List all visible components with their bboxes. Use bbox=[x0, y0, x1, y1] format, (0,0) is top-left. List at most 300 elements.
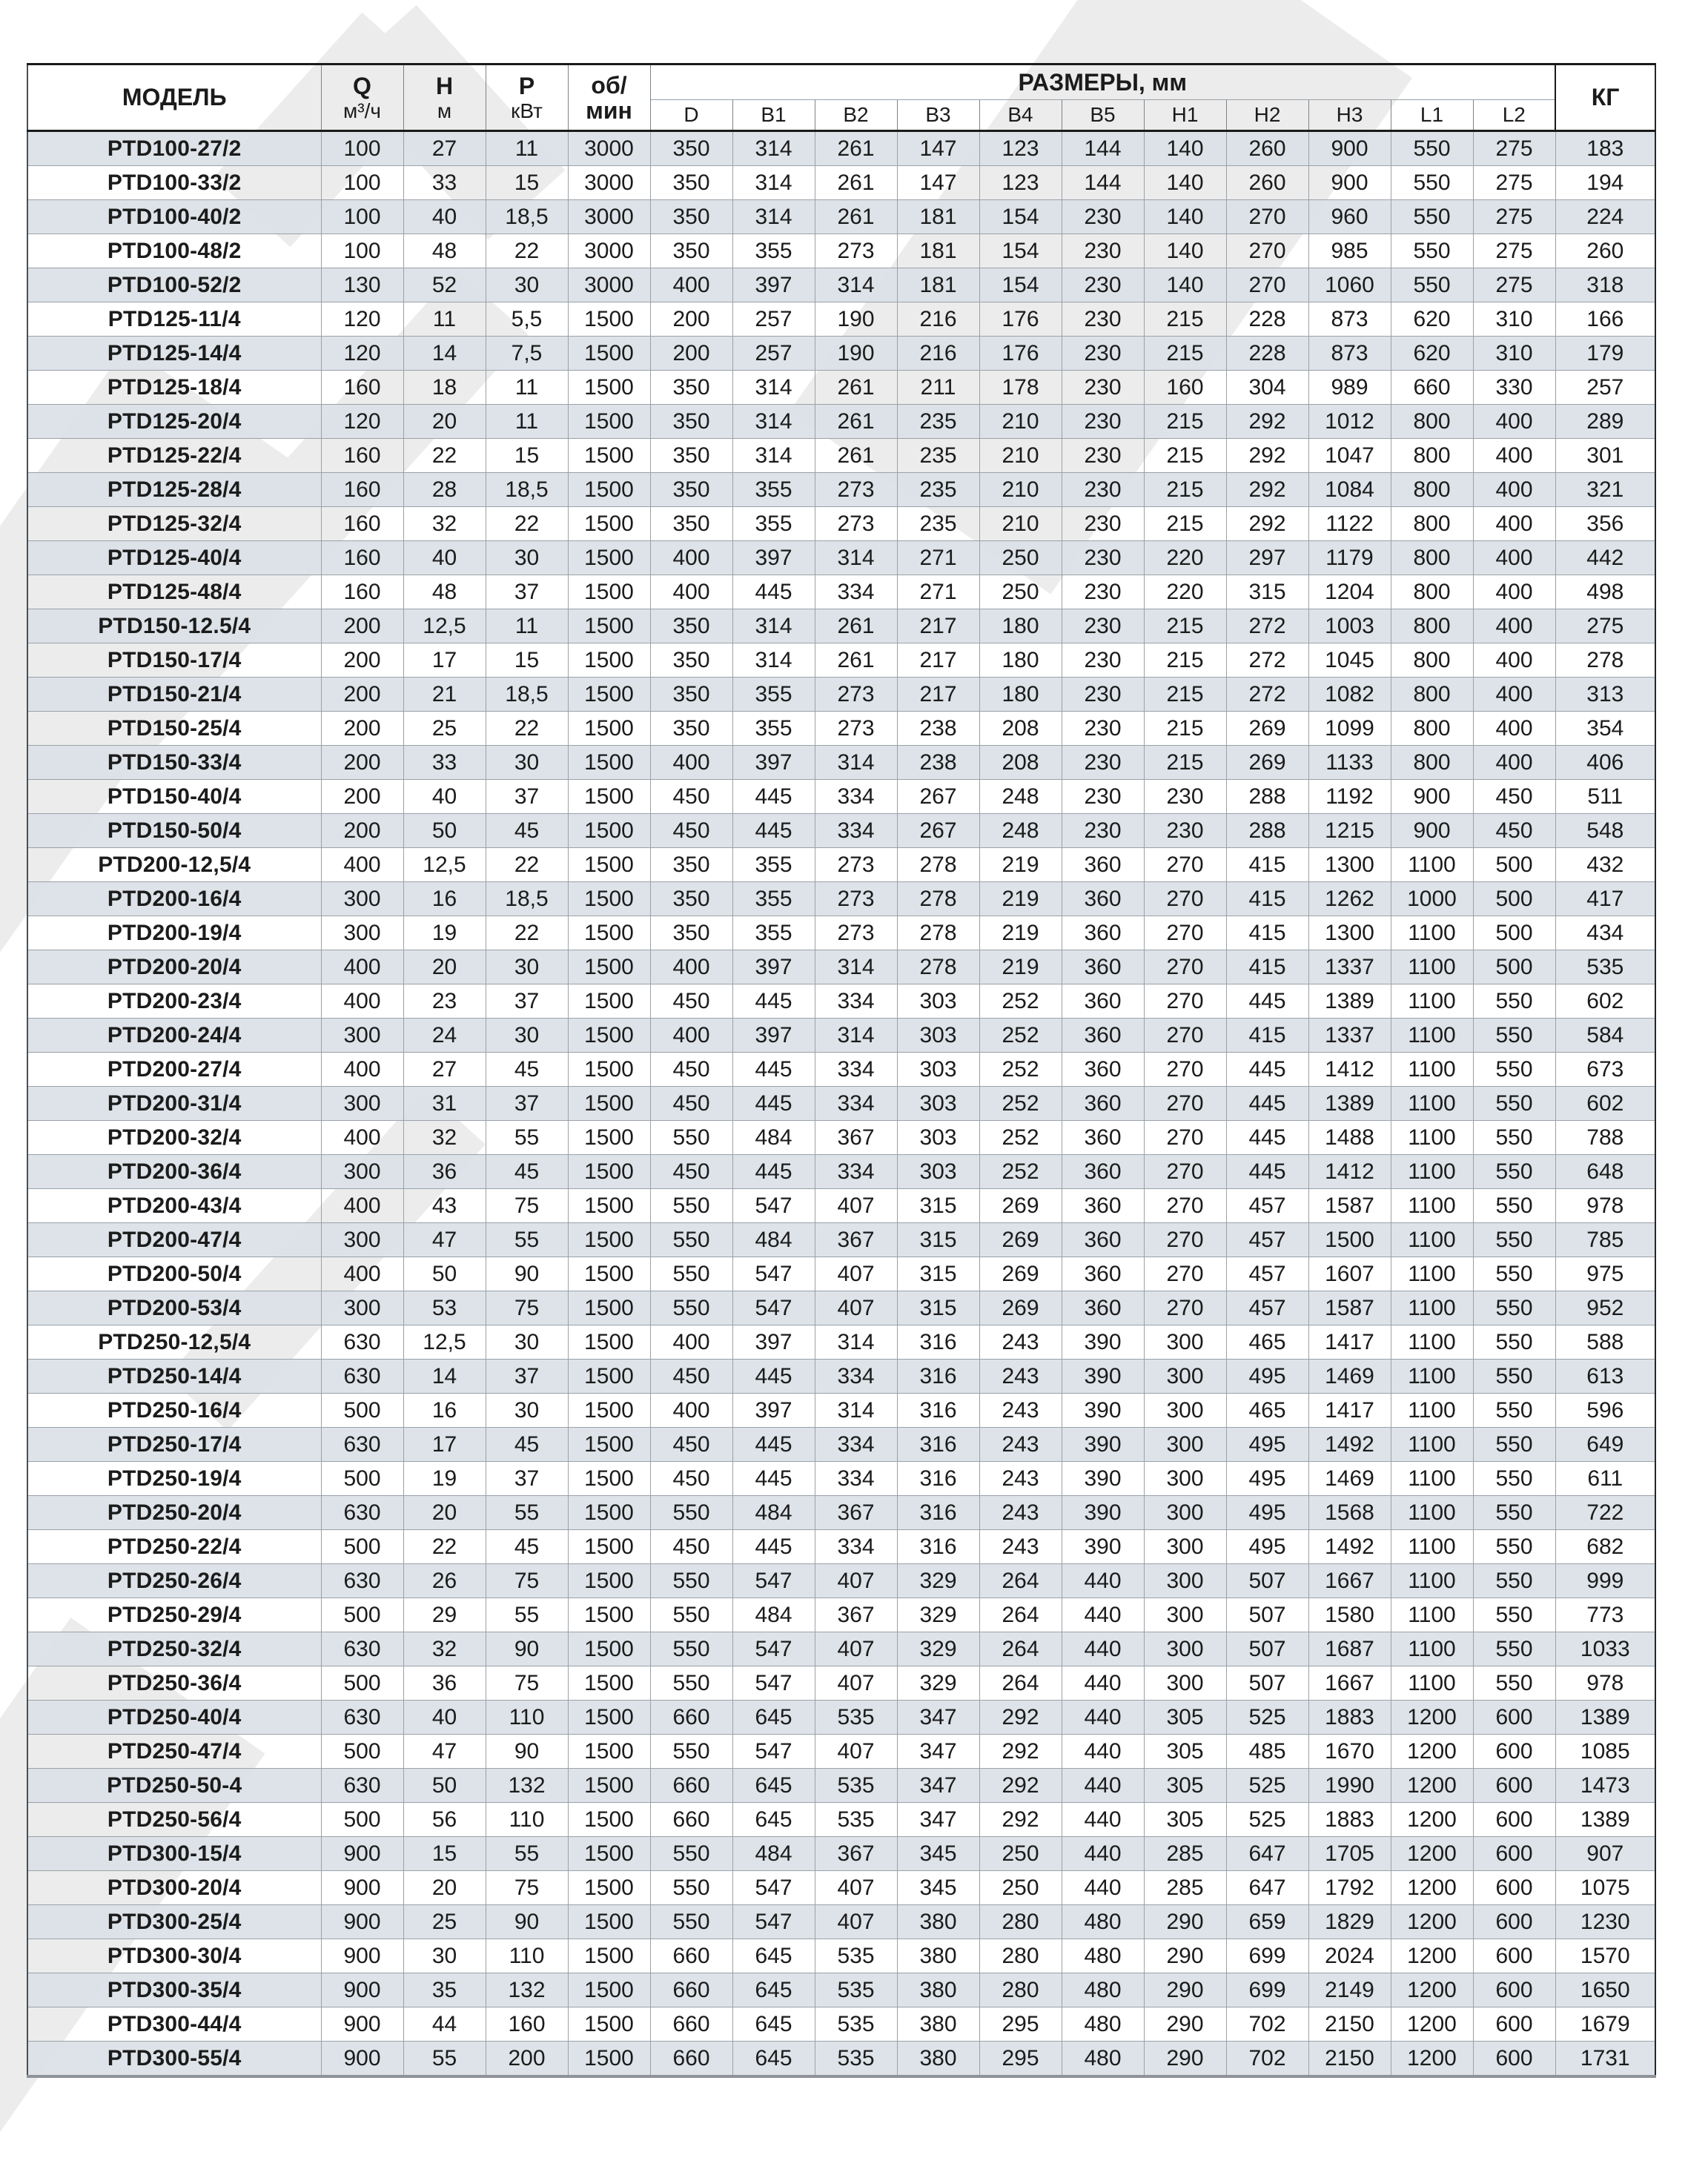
table-cell: 300 bbox=[321, 882, 403, 916]
model-cell: PTD150-17/4 bbox=[27, 643, 321, 678]
table-row bbox=[27, 1428, 1655, 1462]
table-cell: 407 bbox=[815, 1189, 897, 1223]
table-cell: 1133 bbox=[1308, 746, 1391, 780]
table-cell: 1122 bbox=[1308, 507, 1391, 541]
table-cell: 48 bbox=[403, 234, 486, 268]
table-cell: 600 bbox=[1473, 1939, 1555, 1973]
table-cell: 147 bbox=[897, 131, 979, 166]
table-cell: 450 bbox=[650, 1360, 732, 1394]
table-cell: 261 bbox=[815, 643, 897, 678]
table-cell: 900 bbox=[1308, 131, 1391, 166]
table-cell: 507 bbox=[1226, 1632, 1308, 1666]
model-cell: PTD125-22/4 bbox=[27, 439, 321, 473]
table-cell: 390 bbox=[1062, 1496, 1144, 1530]
table-cell: 400 bbox=[321, 1257, 403, 1291]
table-cell: 300 bbox=[1144, 1325, 1226, 1360]
table-cell: 230 bbox=[1062, 609, 1144, 643]
table-cell: 154 bbox=[979, 268, 1062, 302]
model-cell: PTD250-16/4 bbox=[27, 1394, 321, 1428]
table-cell: 900 bbox=[321, 1905, 403, 1939]
table-cell: 11 bbox=[486, 131, 568, 166]
table-row bbox=[27, 1223, 1655, 1257]
table-cell: 600 bbox=[1473, 1803, 1555, 1837]
table-cell: 329 bbox=[897, 1564, 979, 1598]
table-cell: 1389 bbox=[1555, 1701, 1655, 1735]
table-cell: 550 bbox=[1473, 1325, 1555, 1360]
table-cell: 407 bbox=[815, 1632, 897, 1666]
table-cell: 154 bbox=[979, 200, 1062, 234]
table-cell: 90 bbox=[486, 1735, 568, 1769]
table-cell: 500 bbox=[321, 1735, 403, 1769]
table-cell: 40 bbox=[403, 1701, 486, 1735]
table-cell: 314 bbox=[732, 371, 815, 405]
table-row bbox=[27, 473, 1655, 507]
table-cell: 547 bbox=[732, 1735, 815, 1769]
table-cell: 220 bbox=[1144, 575, 1226, 609]
table-cell: 611 bbox=[1555, 1462, 1655, 1496]
table-cell: 179 bbox=[1555, 337, 1655, 371]
table-cell: 440 bbox=[1062, 1837, 1144, 1871]
table-cell: 110 bbox=[486, 1939, 568, 1973]
table-cell: 550 bbox=[650, 1632, 732, 1666]
table-cell: 1100 bbox=[1391, 1053, 1473, 1087]
table-cell: 304 bbox=[1226, 371, 1308, 405]
table-cell: 350 bbox=[650, 234, 732, 268]
table-cell: 630 bbox=[321, 1360, 403, 1394]
model-cell: PTD100-40/2 bbox=[27, 200, 321, 234]
table-cell: 397 bbox=[732, 268, 815, 302]
table-cell: 355 bbox=[732, 507, 815, 541]
table-cell: 550 bbox=[1473, 1053, 1555, 1087]
table-cell: 550 bbox=[650, 1564, 732, 1598]
p-symbol: Р bbox=[518, 72, 535, 99]
table-cell: 1607 bbox=[1308, 1257, 1391, 1291]
table-cell: 100 bbox=[321, 166, 403, 200]
table-cell: 132 bbox=[486, 1769, 568, 1803]
table-cell: 261 bbox=[815, 439, 897, 473]
table-cell: 215 bbox=[1144, 473, 1226, 507]
table-cell: 215 bbox=[1144, 643, 1226, 678]
table-cell: 48 bbox=[403, 575, 486, 609]
table-cell: 252 bbox=[979, 1155, 1062, 1189]
table-cell: 800 bbox=[1391, 439, 1473, 473]
table-cell: 645 bbox=[732, 1973, 815, 2007]
model-cell: PTD100-27/2 bbox=[27, 131, 321, 166]
table-cell: 292 bbox=[1226, 507, 1308, 541]
table-cell: 1100 bbox=[1391, 984, 1473, 1019]
table-cell: 270 bbox=[1144, 1257, 1226, 1291]
table-cell: 360 bbox=[1062, 1223, 1144, 1257]
table-cell: 27 bbox=[403, 131, 486, 166]
table-cell: 176 bbox=[979, 302, 1062, 337]
table-cell: 350 bbox=[650, 678, 732, 712]
table-cell: 1500 bbox=[568, 1735, 650, 1769]
model-cell: PTD100-52/2 bbox=[27, 268, 321, 302]
table-cell: 160 bbox=[321, 541, 403, 575]
table-cell: 1500 bbox=[568, 1360, 650, 1394]
table-cell: 596 bbox=[1555, 1394, 1655, 1428]
table-cell: 1389 bbox=[1308, 984, 1391, 1019]
table-cell: 17 bbox=[403, 643, 486, 678]
table-cell: 1215 bbox=[1308, 814, 1391, 848]
table-cell: 1492 bbox=[1308, 1530, 1391, 1564]
table-cell: 1829 bbox=[1308, 1905, 1391, 1939]
table-cell: 900 bbox=[321, 1871, 403, 1905]
table-cell: 270 bbox=[1144, 1087, 1226, 1121]
table-cell: 1417 bbox=[1308, 1325, 1391, 1360]
table-cell: 550 bbox=[1473, 1155, 1555, 1189]
table-cell: 211 bbox=[897, 371, 979, 405]
table-cell: 442 bbox=[1555, 541, 1655, 575]
table-cell: 215 bbox=[1144, 746, 1226, 780]
table-cell: 1705 bbox=[1308, 1837, 1391, 1871]
table-cell: 272 bbox=[1226, 643, 1308, 678]
table-cell: 314 bbox=[815, 268, 897, 302]
table-cell: 550 bbox=[650, 1871, 732, 1905]
table-cell: 31 bbox=[403, 1087, 486, 1121]
table-cell: 334 bbox=[815, 1155, 897, 1189]
table-cell: 355 bbox=[732, 473, 815, 507]
table-cell: 15 bbox=[486, 439, 568, 473]
model-cell: PTD125-48/4 bbox=[27, 575, 321, 609]
table-row bbox=[27, 1530, 1655, 1564]
table-cell: 355 bbox=[732, 848, 815, 882]
col-header-b5: B5 bbox=[1062, 100, 1144, 131]
table-cell: 15 bbox=[403, 1837, 486, 1871]
table-cell: 495 bbox=[1226, 1462, 1308, 1496]
table-cell: 230 bbox=[1062, 507, 1144, 541]
table-cell: 290 bbox=[1144, 1905, 1226, 1939]
table-cell: 1500 bbox=[568, 1325, 650, 1360]
table-cell: 45 bbox=[486, 1155, 568, 1189]
table-cell: 144 bbox=[1062, 166, 1144, 200]
table-cell: 17 bbox=[403, 1428, 486, 1462]
table-row bbox=[27, 1121, 1655, 1155]
table-cell: 400 bbox=[650, 268, 732, 302]
table-cell: 978 bbox=[1555, 1189, 1655, 1223]
table-cell: 1200 bbox=[1391, 1769, 1473, 1803]
col-header-l2: L2 bbox=[1473, 100, 1555, 131]
model-cell: PTD150-40/4 bbox=[27, 780, 321, 814]
table-cell: 123 bbox=[979, 166, 1062, 200]
table-cell: 290 bbox=[1144, 1939, 1226, 1973]
table-cell: 300 bbox=[321, 1019, 403, 1053]
table-cell: 450 bbox=[650, 1530, 732, 1564]
table-cell: 350 bbox=[650, 848, 732, 882]
table-cell: 1500 bbox=[568, 507, 650, 541]
table-cell: 1412 bbox=[1308, 1155, 1391, 1189]
table-cell: 314 bbox=[732, 200, 815, 234]
table-cell: 30 bbox=[486, 1325, 568, 1360]
model-cell: PTD300-55/4 bbox=[27, 2042, 321, 2077]
table-cell: 1500 bbox=[568, 1530, 650, 1564]
table-cell: 1679 bbox=[1555, 2007, 1655, 2042]
table-cell: 270 bbox=[1144, 1019, 1226, 1053]
table-cell: 450 bbox=[650, 814, 732, 848]
table-cell: 224 bbox=[1555, 200, 1655, 234]
table-cell: 238 bbox=[897, 746, 979, 780]
table-cell: 273 bbox=[815, 848, 897, 882]
table-cell: 588 bbox=[1555, 1325, 1655, 1360]
table-cell: 1492 bbox=[1308, 1428, 1391, 1462]
table-row bbox=[27, 1666, 1655, 1701]
table-cell: 450 bbox=[1473, 814, 1555, 848]
table-cell: 355 bbox=[732, 678, 815, 712]
table-cell: 1500 bbox=[568, 1973, 650, 2007]
table-cell: 2024 bbox=[1308, 1939, 1391, 1973]
table-cell: 269 bbox=[979, 1291, 1062, 1325]
table-cell: 1670 bbox=[1308, 1735, 1391, 1769]
table-cell: 360 bbox=[1062, 984, 1144, 1019]
table-row bbox=[27, 1019, 1655, 1053]
table-cell: 275 bbox=[1555, 609, 1655, 643]
table-cell: 457 bbox=[1226, 1223, 1308, 1257]
table-cell: 620 bbox=[1391, 302, 1473, 337]
table-cell: 407 bbox=[815, 1291, 897, 1325]
table-cell: 1100 bbox=[1391, 1632, 1473, 1666]
table-cell: 400 bbox=[650, 1019, 732, 1053]
table-cell: 1204 bbox=[1308, 575, 1391, 609]
table-cell: 445 bbox=[1226, 1053, 1308, 1087]
table-cell: 1100 bbox=[1391, 1598, 1473, 1632]
table-cell: 600 bbox=[1473, 2042, 1555, 2077]
table-cell: 525 bbox=[1226, 1769, 1308, 1803]
q-symbol: Q bbox=[353, 72, 371, 99]
table-cell: 900 bbox=[1391, 780, 1473, 814]
table-cell: 500 bbox=[1473, 882, 1555, 916]
table-cell: 334 bbox=[815, 575, 897, 609]
table-row bbox=[27, 575, 1655, 609]
table-cell: 1084 bbox=[1308, 473, 1391, 507]
table-cell: 367 bbox=[815, 1121, 897, 1155]
table-cell: 269 bbox=[979, 1257, 1062, 1291]
table-cell: 273 bbox=[815, 712, 897, 746]
table-cell: 440 bbox=[1062, 1666, 1144, 1701]
model-cell: PTD250-50-4 bbox=[27, 1769, 321, 1803]
table-header bbox=[27, 64, 1655, 131]
table-row bbox=[27, 1598, 1655, 1632]
table-cell: 630 bbox=[321, 1325, 403, 1360]
model-cell: PTD200-53/4 bbox=[27, 1291, 321, 1325]
table-cell: 547 bbox=[732, 1189, 815, 1223]
table-cell: 7,5 bbox=[486, 337, 568, 371]
col-header-b2: B2 bbox=[815, 100, 897, 131]
model-cell: PTD200-23/4 bbox=[27, 984, 321, 1019]
table-cell: 22 bbox=[486, 712, 568, 746]
table-cell: 288 bbox=[1226, 814, 1308, 848]
table-cell: 550 bbox=[1473, 1564, 1555, 1598]
table-cell: 334 bbox=[815, 1053, 897, 1087]
table-cell: 550 bbox=[650, 1496, 732, 1530]
table-cell: 230 bbox=[1062, 712, 1144, 746]
table-cell: 484 bbox=[732, 1223, 815, 1257]
table-cell: 445 bbox=[1226, 1155, 1308, 1189]
table-cell: 360 bbox=[1062, 950, 1144, 984]
table-row bbox=[27, 882, 1655, 916]
table-cell: 350 bbox=[650, 609, 732, 643]
table-cell: 360 bbox=[1062, 1257, 1144, 1291]
table-cell: 190 bbox=[815, 302, 897, 337]
table-cell: 243 bbox=[979, 1496, 1062, 1530]
table-cell: 11 bbox=[486, 609, 568, 643]
table-cell: 1200 bbox=[1391, 1905, 1473, 1939]
table-cell: 1012 bbox=[1308, 405, 1391, 439]
table-cell: 1100 bbox=[1391, 1394, 1473, 1428]
table-cell: 230 bbox=[1062, 337, 1144, 371]
table-cell: 550 bbox=[650, 1189, 732, 1223]
table-cell: 550 bbox=[1473, 1257, 1555, 1291]
table-cell: 230 bbox=[1062, 473, 1144, 507]
table-cell: 33 bbox=[403, 166, 486, 200]
table-cell: 1100 bbox=[1391, 1223, 1473, 1257]
table-cell: 260 bbox=[1555, 234, 1655, 268]
table-cell: 550 bbox=[1473, 1360, 1555, 1394]
table-cell: 100 bbox=[321, 234, 403, 268]
model-cell: PTD125-11/4 bbox=[27, 302, 321, 337]
table-cell: 269 bbox=[1226, 712, 1308, 746]
table-cell: 1085 bbox=[1555, 1735, 1655, 1769]
table-cell: 722 bbox=[1555, 1496, 1655, 1530]
table-cell: 329 bbox=[897, 1666, 979, 1701]
table-cell: 1003 bbox=[1308, 609, 1391, 643]
table-cell: 800 bbox=[1391, 507, 1473, 541]
table-cell: 445 bbox=[732, 1155, 815, 1189]
table-cell: 1500 bbox=[568, 302, 650, 337]
table-cell: 310 bbox=[1473, 337, 1555, 371]
table-cell: 275 bbox=[1473, 200, 1555, 234]
table-cell: 550 bbox=[1473, 1496, 1555, 1530]
table-row bbox=[27, 1155, 1655, 1189]
table-cell: 367 bbox=[815, 1598, 897, 1632]
table-cell: 1099 bbox=[1308, 712, 1391, 746]
table-cell: 390 bbox=[1062, 1394, 1144, 1428]
table-row bbox=[27, 200, 1655, 234]
table-cell: 252 bbox=[979, 1121, 1062, 1155]
table-cell: 272 bbox=[1226, 609, 1308, 643]
table-cell: 550 bbox=[1391, 200, 1473, 234]
table-cell: 290 bbox=[1144, 2042, 1226, 2077]
table-row bbox=[27, 1325, 1655, 1360]
table-cell: 1500 bbox=[568, 1871, 650, 1905]
model-cell: PTD200-47/4 bbox=[27, 1223, 321, 1257]
table-cell: 500 bbox=[321, 1598, 403, 1632]
table-cell: 44 bbox=[403, 2007, 486, 2042]
table-cell: 16 bbox=[403, 1394, 486, 1428]
model-cell: PTD250-29/4 bbox=[27, 1598, 321, 1632]
table-cell: 267 bbox=[897, 814, 979, 848]
table-cell: 350 bbox=[650, 473, 732, 507]
table-cell: 215 bbox=[1144, 507, 1226, 541]
table-cell: 1179 bbox=[1308, 541, 1391, 575]
table-cell: 166 bbox=[1555, 302, 1655, 337]
table-cell: 1389 bbox=[1308, 1087, 1391, 1121]
table-cell: 550 bbox=[1473, 1291, 1555, 1325]
table-cell: 800 bbox=[1391, 473, 1473, 507]
table-cell: 43 bbox=[403, 1189, 486, 1223]
table-cell: 345 bbox=[897, 1837, 979, 1871]
table-cell: 37 bbox=[486, 1360, 568, 1394]
table-cell: 90 bbox=[486, 1905, 568, 1939]
table-cell: 14 bbox=[403, 1360, 486, 1394]
table-cell: 314 bbox=[732, 166, 815, 200]
table-cell: 264 bbox=[979, 1666, 1062, 1701]
table-cell: 180 bbox=[979, 678, 1062, 712]
table-cell: 219 bbox=[979, 848, 1062, 882]
table-cell: 235 bbox=[897, 507, 979, 541]
table-cell: 1500 bbox=[568, 1837, 650, 1871]
table-cell: 273 bbox=[815, 234, 897, 268]
table-cell: 275 bbox=[1473, 268, 1555, 302]
table-cell: 484 bbox=[732, 1598, 815, 1632]
table-cell: 1883 bbox=[1308, 1701, 1391, 1735]
col-header-b3: B3 bbox=[897, 100, 979, 131]
table-cell: 550 bbox=[650, 1291, 732, 1325]
table-cell: 584 bbox=[1555, 1019, 1655, 1053]
table-cell: 315 bbox=[897, 1189, 979, 1223]
table-cell: 900 bbox=[321, 2042, 403, 2077]
table-cell: 3000 bbox=[568, 166, 650, 200]
table-cell: 334 bbox=[815, 1087, 897, 1121]
table-cell: 535 bbox=[1555, 950, 1655, 984]
table-cell: 350 bbox=[650, 643, 732, 678]
table-cell: 230 bbox=[1062, 200, 1144, 234]
table-cell: 305 bbox=[1144, 1701, 1226, 1735]
model-cell: PTD125-14/4 bbox=[27, 337, 321, 371]
table-cell: 1500 bbox=[568, 1803, 650, 1837]
table-cell: 400 bbox=[650, 1325, 732, 1360]
table-cell: 525 bbox=[1226, 1803, 1308, 1837]
table-cell: 1500 bbox=[568, 541, 650, 575]
table-cell: 360 bbox=[1062, 1121, 1144, 1155]
table-cell: 457 bbox=[1226, 1189, 1308, 1223]
table-cell: 1500 bbox=[568, 439, 650, 473]
table-cell: 360 bbox=[1062, 1155, 1144, 1189]
table-cell: 407 bbox=[815, 1564, 897, 1598]
table-cell: 270 bbox=[1144, 848, 1226, 882]
table-cell: 620 bbox=[1391, 337, 1473, 371]
table-cell: 649 bbox=[1555, 1428, 1655, 1462]
table-cell: 316 bbox=[897, 1496, 979, 1530]
table-cell: 30 bbox=[486, 268, 568, 302]
table-cell: 645 bbox=[732, 1769, 815, 1803]
table-cell: 215 bbox=[1144, 712, 1226, 746]
table-cell: 316 bbox=[897, 1394, 979, 1428]
table-cell: 535 bbox=[815, 1769, 897, 1803]
table-cell: 140 bbox=[1144, 166, 1226, 200]
table-cell: 1100 bbox=[1391, 1291, 1473, 1325]
table-cell: 200 bbox=[321, 814, 403, 848]
table-cell: 480 bbox=[1062, 1905, 1144, 1939]
table-cell: 550 bbox=[1473, 1087, 1555, 1121]
table-cell: 1337 bbox=[1308, 1019, 1391, 1053]
table-cell: 215 bbox=[1144, 302, 1226, 337]
table-cell: 130 bbox=[321, 268, 403, 302]
table-cell: 1500 bbox=[568, 1564, 650, 1598]
table-cell: 300 bbox=[321, 1223, 403, 1257]
table-row bbox=[27, 814, 1655, 848]
table-cell: 210 bbox=[979, 473, 1062, 507]
table-cell: 26 bbox=[403, 1564, 486, 1598]
q-unit: м³/ч bbox=[343, 99, 381, 122]
table-cell: 773 bbox=[1555, 1598, 1655, 1632]
table-cell: 355 bbox=[732, 234, 815, 268]
table-cell: 390 bbox=[1062, 1325, 1144, 1360]
table-cell: 702 bbox=[1226, 2007, 1308, 2042]
table-cell: 397 bbox=[732, 1019, 815, 1053]
table-cell: 1100 bbox=[1391, 1121, 1473, 1155]
table-cell: 228 bbox=[1226, 337, 1308, 371]
table-cell: 400 bbox=[321, 950, 403, 984]
